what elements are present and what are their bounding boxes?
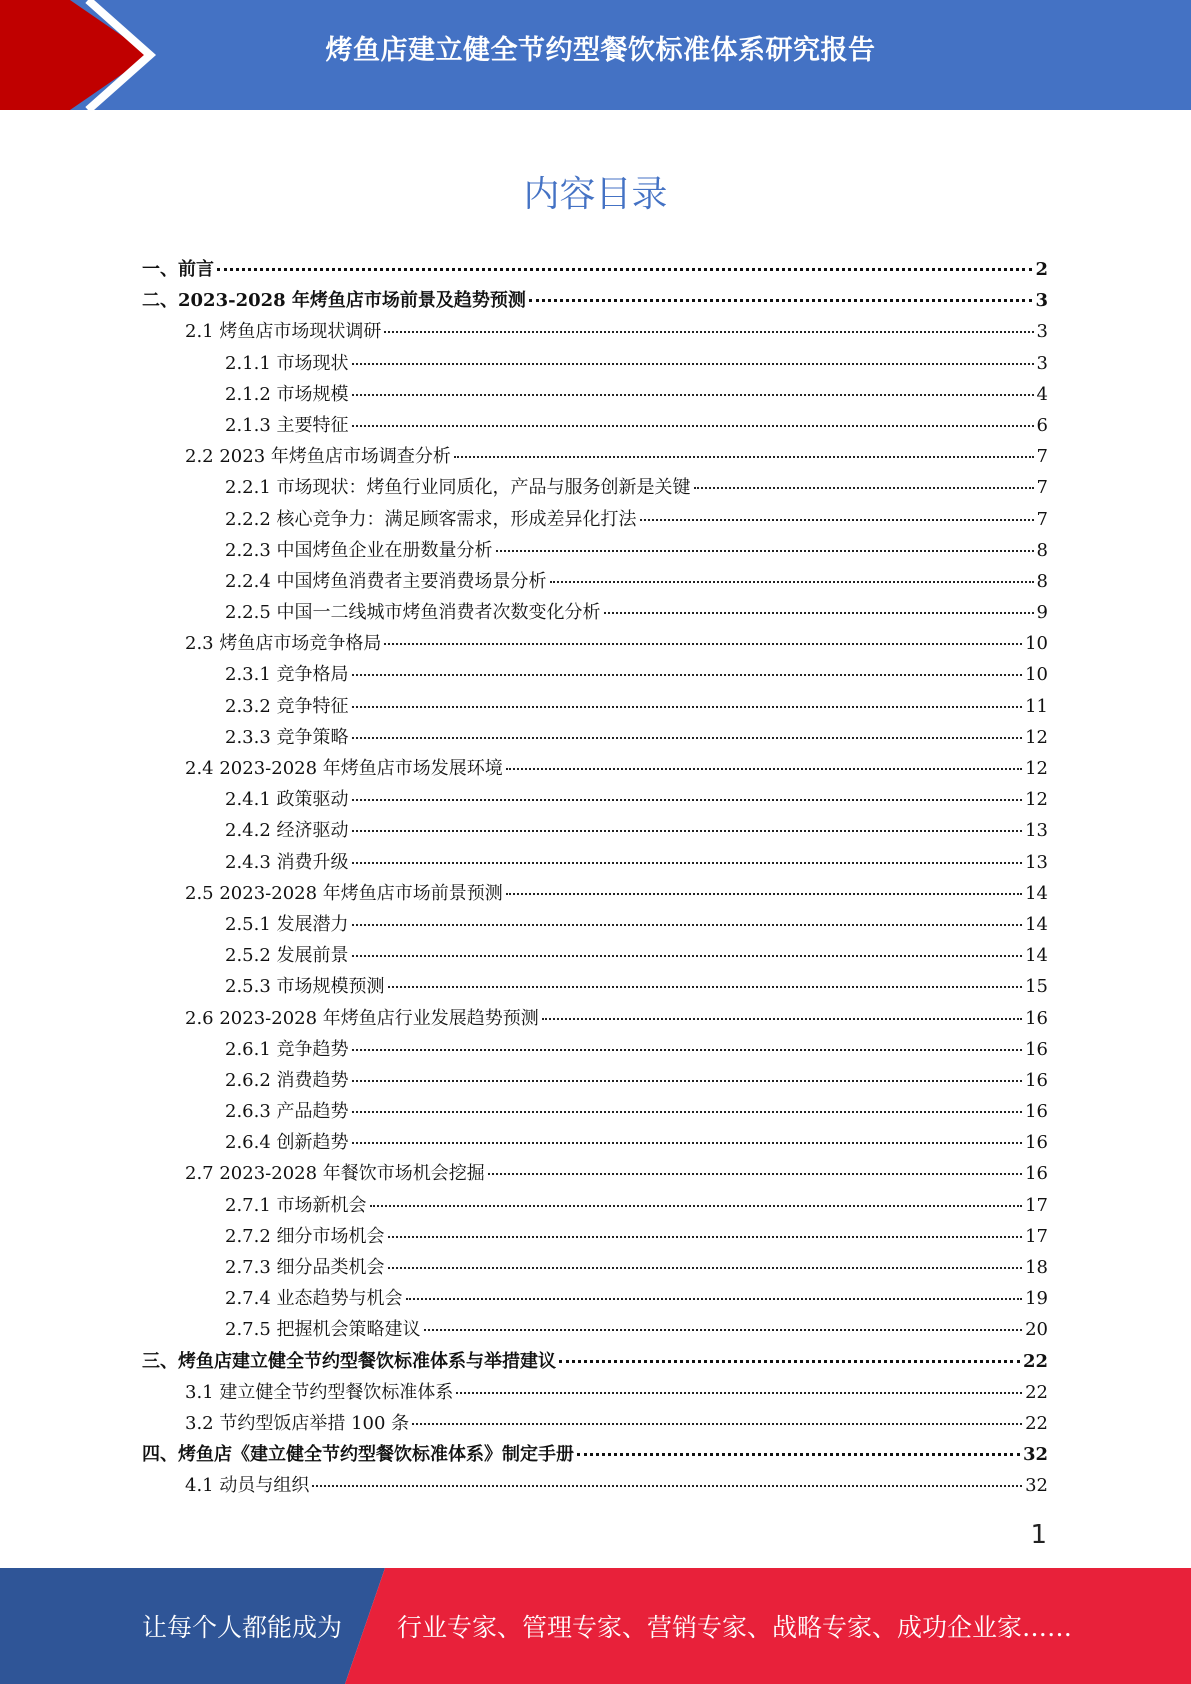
toc-entry-page: 3 xyxy=(1035,290,1048,312)
toc-entry-page: 16 xyxy=(1025,1163,1048,1185)
toc-entry[interactable] xyxy=(142,940,1048,971)
toc-entry[interactable] xyxy=(142,971,1048,1002)
toc-leader-dots xyxy=(352,1080,1023,1082)
toc-entry[interactable] xyxy=(142,410,1048,441)
toc-entry-label: 四、烤鱼店《建立健全节约型餐饮标准体系》制定手册 xyxy=(142,1444,574,1466)
toc-entry-label: 2.1.3 主要特征 xyxy=(225,414,349,436)
toc-leader-dots xyxy=(352,799,1023,801)
toc-entry[interactable] xyxy=(142,659,1048,690)
toc-leader-dots xyxy=(312,1485,1022,1487)
toc-entry[interactable] xyxy=(142,348,1048,379)
toc-entry[interactable] xyxy=(142,1221,1048,1252)
toc-leader-dots xyxy=(352,1049,1023,1051)
toc-entry-page: 12 xyxy=(1025,726,1048,748)
toc-entry-label: 2.3.1 竞争格局 xyxy=(225,664,349,686)
toc-leader-dots xyxy=(454,456,1034,458)
toc-leader-dots xyxy=(506,893,1022,895)
toc-entry-label: 2.1.2 市场规模 xyxy=(225,383,349,405)
toc-entry-label: 2.7.4 业态趋势与机会 xyxy=(225,1288,403,1310)
toc-entry-label: 2.2 2023 年烤鱼店市场调查分析 xyxy=(185,446,451,468)
toc-entry[interactable] xyxy=(142,254,1048,285)
toc-entry[interactable] xyxy=(142,316,1048,347)
toc-leader-dots xyxy=(352,674,1023,676)
toc-leader-dots xyxy=(352,394,1034,396)
toc-leader-dots xyxy=(352,830,1023,832)
toc-entry-page: 32 xyxy=(1022,1444,1048,1466)
toc-entry[interactable] xyxy=(142,472,1048,503)
toc-entry-page: 10 xyxy=(1025,633,1048,655)
toc-entry-label: 2.3.3 竞争策略 xyxy=(225,726,349,748)
toc-entry-page: 7 xyxy=(1036,508,1048,530)
toc-entry-page: 13 xyxy=(1025,851,1048,873)
toc-entry[interactable] xyxy=(142,909,1048,940)
toc-entry-label: 2.6 2023-2028 年烤鱼店行业发展趋势预测 xyxy=(185,1007,539,1029)
toc-entry-label: 2.2.2 核心竞争力：满足顾客需求，形成差异化打法 xyxy=(225,508,637,530)
toc-entry-page: 2 xyxy=(1035,259,1048,280)
toc-leader-dots xyxy=(352,737,1023,739)
toc-entry-label: 2.7.2 细分市场机会 xyxy=(225,1225,385,1247)
toc-entry-page: 14 xyxy=(1025,913,1048,935)
toc-entry-label: 2.5.2 发展前景 xyxy=(225,945,349,967)
toc-entry-label: 2.4.3 消费升级 xyxy=(225,851,349,873)
toc-entry-label: 2.2.1 市场现状：烤鱼行业同质化，产品与服务创新是关键 xyxy=(225,477,691,499)
toc-entry-label: 2.7 2023-2028 年餐饮市场机会挖掘 xyxy=(185,1163,485,1185)
toc-leader-dots xyxy=(352,955,1023,957)
toc-entry-label: 2.6.1 竞争趋势 xyxy=(225,1038,349,1060)
toc-entry[interactable] xyxy=(142,535,1048,566)
toc-entry-label: 2.3 烤鱼店市场竞争格局 xyxy=(185,633,382,655)
toc-entry-page: 14 xyxy=(1025,945,1048,967)
toc-entry[interactable] xyxy=(142,597,1048,628)
toc-entry[interactable] xyxy=(142,1283,1048,1314)
toc-leader-dots xyxy=(352,425,1034,427)
toc-entry[interactable] xyxy=(142,847,1048,878)
toc-leader-dots xyxy=(577,1453,1020,1456)
toc-entry[interactable] xyxy=(142,1127,1048,1158)
toc-leader-dots xyxy=(352,862,1023,864)
toc-entry-label: 2.5 2023-2028 年烤鱼店市场前景预测 xyxy=(185,882,503,904)
toc-entry-page: 8 xyxy=(1036,570,1048,592)
toc-entry-label: 2.2.4 中国烤鱼消费者主要消费场景分析 xyxy=(225,570,547,592)
toc-leader-dots xyxy=(388,1236,1023,1238)
toc-entry-label: 2.5.1 发展潜力 xyxy=(225,913,349,935)
toc-entry[interactable] xyxy=(142,1034,1048,1065)
toc-entry-label: 一、前言 xyxy=(142,259,214,280)
toc-entry[interactable] xyxy=(142,1314,1048,1345)
toc-entry-page: 9 xyxy=(1036,602,1048,624)
toc-entry-label: 2.7.1 市场新机会 xyxy=(225,1194,367,1216)
toc-leader-dots xyxy=(640,519,1034,521)
toc-entry[interactable] xyxy=(142,1470,1048,1501)
toc-entry-label: 2.2.3 中国烤鱼企业在册数量分析 xyxy=(225,539,493,561)
toc-entry[interactable] xyxy=(142,691,1048,722)
toc-leader-dots xyxy=(488,1173,1022,1175)
page-number: 1 xyxy=(1030,1520,1047,1550)
toc-entry[interactable] xyxy=(142,1408,1048,1439)
toc-entry-label: 2.6.3 产品趋势 xyxy=(225,1101,349,1123)
toc-leader-dots xyxy=(352,924,1023,926)
footer-band xyxy=(0,1568,1191,1684)
toc-entry-page: 6 xyxy=(1036,414,1048,436)
toc-entry-page: 18 xyxy=(1025,1257,1048,1278)
toc-leader-dots xyxy=(388,1267,1023,1269)
toc-leader-dots xyxy=(496,550,1034,552)
toc-entry-label: 4.1 动员与组织 xyxy=(185,1475,310,1497)
toc-leader-dots xyxy=(384,643,1022,645)
toc-entry-page: 12 xyxy=(1025,789,1048,811)
toc-entry-label: 二、2023-2028 年烤鱼店市场前景及趋势预测 xyxy=(142,290,526,312)
toc-entry-page: 10 xyxy=(1025,664,1048,686)
toc-leader-dots xyxy=(604,612,1034,614)
toc-leader-dots xyxy=(694,487,1034,489)
toc-entry[interactable] xyxy=(142,504,1048,535)
toc-leader-dots xyxy=(424,1329,1023,1331)
toc-entry-page: 11 xyxy=(1025,695,1048,717)
toc-entry-page: 19 xyxy=(1025,1288,1048,1310)
toc-entry-page: 17 xyxy=(1025,1225,1048,1247)
toc-entry[interactable] xyxy=(142,1346,1048,1377)
toc-leader-dots xyxy=(352,706,1023,708)
toc-entry-label: 2.2.5 中国一二线城市烤鱼消费者次数变化分析 xyxy=(225,602,601,624)
toc-entry[interactable] xyxy=(142,815,1048,846)
toc-entry[interactable] xyxy=(142,784,1048,815)
toc-leader-dots xyxy=(388,986,1023,988)
report-title: 烤鱼店建立健全节约型餐饮标准体系研究报告 xyxy=(325,35,876,66)
toc-leader-dots xyxy=(370,1205,1023,1207)
toc-entry-label: 2.7.3 细分品类机会 xyxy=(225,1257,385,1278)
toc-entry[interactable] xyxy=(142,753,1048,784)
toc-entry-label: 3.2 节约型饭店举措 100 条 xyxy=(185,1412,410,1434)
toc-entry-page: 22 xyxy=(1025,1412,1048,1434)
toc-entry-page: 16 xyxy=(1025,1101,1048,1123)
toc-leader-dots xyxy=(217,268,1032,271)
toc-entry-page: 7 xyxy=(1036,477,1048,499)
toc-entry-page: 16 xyxy=(1025,1132,1048,1154)
toc-leader-dots xyxy=(352,1111,1023,1113)
toc-entry-page: 16 xyxy=(1025,1069,1048,1091)
toc-entry-page: 3 xyxy=(1036,321,1048,343)
footer-slogan-right: 行业专家、管理专家、营销专家、战略专家、成功企业家…… xyxy=(397,1613,1073,1642)
toc-entry[interactable] xyxy=(142,628,1048,659)
footer-slogan-left: 让每个人都能成为 xyxy=(142,1613,343,1642)
toc-entry[interactable] xyxy=(142,1439,1048,1470)
toc-entry[interactable] xyxy=(142,722,1048,753)
toc-entry-page: 15 xyxy=(1025,976,1048,998)
toc-entry[interactable] xyxy=(142,379,1048,410)
toc-leader-dots xyxy=(384,331,1033,333)
toc-entry-label: 2.7.5 把握机会策略建议 xyxy=(225,1319,421,1341)
toc-leader-dots xyxy=(529,299,1033,302)
toc-entry[interactable] xyxy=(142,1096,1048,1127)
toc-entry[interactable] xyxy=(142,1065,1048,1096)
toc-entry-label: 2.1 烤鱼店市场现状调研 xyxy=(185,321,382,343)
toc-entry-page: 8 xyxy=(1036,539,1048,561)
toc-entry-page: 4 xyxy=(1036,383,1048,405)
toc-leader-dots xyxy=(412,1423,1022,1425)
toc-entry-page: 16 xyxy=(1025,1038,1048,1060)
toc-entry[interactable] xyxy=(142,441,1048,472)
toc-entry[interactable] xyxy=(142,1158,1048,1189)
toc-entry[interactable] xyxy=(142,566,1048,597)
toc-entry-page: 3 xyxy=(1036,352,1048,374)
toc-entry[interactable] xyxy=(142,1003,1048,1034)
toc-entry-label: 2.4 2023-2028 年烤鱼店市场发展环境 xyxy=(185,758,503,779)
toc-entry-page: 7 xyxy=(1036,446,1048,468)
toc-leader-dots xyxy=(559,1360,1020,1363)
toc-entry-page: 22 xyxy=(1022,1350,1048,1372)
toc-entry-label: 2.3.2 竞争特征 xyxy=(225,695,349,717)
toc-entry-page: 16 xyxy=(1025,1007,1048,1029)
toc-entry[interactable] xyxy=(142,1252,1048,1283)
header-band xyxy=(0,0,1191,110)
toc-leader-dots xyxy=(456,1392,1022,1394)
toc-entry-label: 3.1 建立健全节约型餐饮标准体系 xyxy=(185,1381,454,1403)
toc-entry-label: 三、烤鱼店建立健全节约型餐饮标准体系与举措建议 xyxy=(142,1350,556,1372)
toc-entry-page: 17 xyxy=(1025,1194,1048,1216)
toc-entry-label: 2.6.2 消费趋势 xyxy=(225,1069,349,1091)
toc-leader-dots xyxy=(542,1018,1022,1020)
toc-entry-page: 14 xyxy=(1025,882,1048,904)
table-of-contents xyxy=(142,254,1048,1502)
toc-entry[interactable] xyxy=(142,285,1048,316)
toc-entry-page: 32 xyxy=(1025,1475,1048,1497)
toc-leader-dots xyxy=(352,363,1034,365)
toc-entry-page: 20 xyxy=(1025,1319,1048,1341)
toc-entry-label: 2.4.2 经济驱动 xyxy=(225,820,349,842)
toc-leader-dots xyxy=(550,581,1034,583)
toc-entry-label: 2.6.4 创新趋势 xyxy=(225,1132,349,1154)
toc-leader-dots xyxy=(506,768,1022,770)
toc-entry[interactable] xyxy=(142,1190,1048,1221)
toc-entry-page: 13 xyxy=(1025,820,1048,842)
toc-entry-label: 2.1.1 市场现状 xyxy=(225,352,349,374)
toc-leader-dots xyxy=(352,1142,1023,1144)
toc-entry-label: 2.5.3 市场规模预测 xyxy=(225,976,385,998)
toc-leader-dots xyxy=(406,1298,1023,1300)
toc-entry-label: 2.4.1 政策驱动 xyxy=(225,789,349,811)
toc-entry[interactable] xyxy=(142,878,1048,909)
toc-entry-page: 12 xyxy=(1025,758,1048,779)
toc-title: 内容目录 xyxy=(523,174,668,215)
toc-entry-page: 22 xyxy=(1025,1381,1048,1403)
toc-entry[interactable] xyxy=(142,1377,1048,1408)
